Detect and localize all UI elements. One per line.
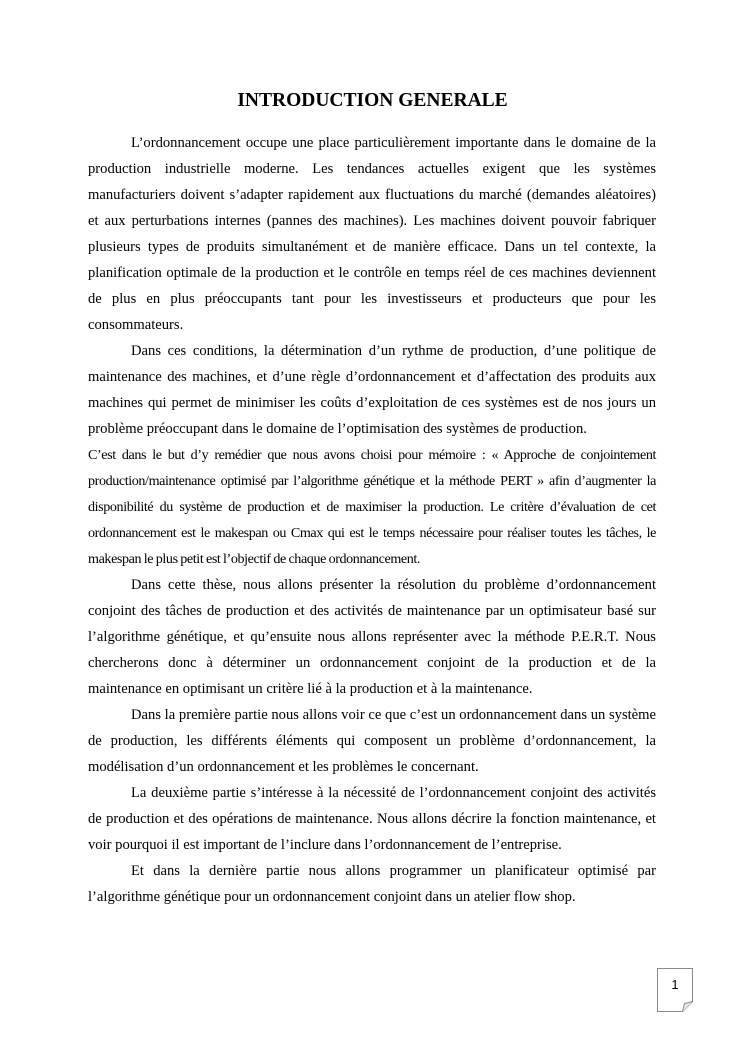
paragraph-conditions: Dans ces conditions, la détermination d’un rythme de production, d’une politique de maintenance des machines, et d’une règle d’ordonnancement et d’affectation des produits aux machines qui permet de minimiser les coûts d’exploitation de ces systèmes est de nos jours un problème préoccupant dans le domaine de l’optimisation des systèmes de production.	[88, 343, 656, 437]
page-number: 1	[671, 977, 679, 992]
paragraph-objective: C’est dans le but d’y remédier que nous avons choisi pour mémoire : « Approche de conjointement production/maintenance optimisé par l’algorithme génétique et la méthode PERT » afin d’augmenter la disponibilité du système de production et de maximiser la production. Le critère d’évaluation de cet ordonnancement est le makespan ou Cmax qui est le temps nécessaire pour réaliser toutes les tâches, le makespan le plus petit est l’objectif de chaque ordonnancement.	[88, 447, 656, 567]
page-number-box	[657, 968, 693, 1012]
document-body	[88, 130, 656, 910]
paragraph-intro: L’ordonnancement occupe une place particulièrement importante dans le domaine de la production industrielle moderne. Les tendances actuelles exigent que les systèmes manufacturiers doivent s’adapter rapidement aux fluctuations du marché (demandes aléatoires) et aux perturbations internes (pannes des machines). Les machines doivent pouvoir fabriquer plusieurs types de produits simultanément et de manière efficace. Dans un tel contexte, la planification optimale de la production et le contrôle en temps réel de ces machines deviennent de plus en plus préoccupants tant pour les investisseurs et producteurs que pour les consommateurs.	[88, 135, 656, 333]
paragraph-second-part: La deuxième partie s’intéresse à la nécessité de l’ordonnancement conjoint des activités de production et des opérations de maintenance. Nous allons décrire la fonction maintenance, et voir pourquoi il est important de l’inclure dans l’ordonnancement de l’entreprise.	[88, 785, 656, 853]
paragraph-last-part: Et dans la dernière partie nous allons programmer un planificateur optimisé par l’algorithme génétique pour un ordonnancement conjoint dans un atelier flow shop.	[88, 863, 656, 905]
paragraph-first-part: Dans la première partie nous allons voir ce que c’est un ordonnancement dans un système de production, les différents éléments qui composent un problème d’ordonnancement, la modélisation d’un ordonnancement et les problèmes le concernant.	[88, 707, 656, 775]
page-title: INTRODUCTION GENERALE	[237, 90, 508, 111]
paragraph-thesis: Dans cette thèse, nous allons présenter la résolution du problème d’ordonnancement conjoint des tâches de production et des activités de maintenance par un optimisateur basé sur l’algorithme génétique, et qu’ensuite nous allons représenter avec la méthode P.E.R.T. Nous chercherons donc à déterminer un ordonnancement conjoint de la production et de la maintenance en optimisant un critère lié à la production et à la maintenance.	[88, 577, 656, 697]
